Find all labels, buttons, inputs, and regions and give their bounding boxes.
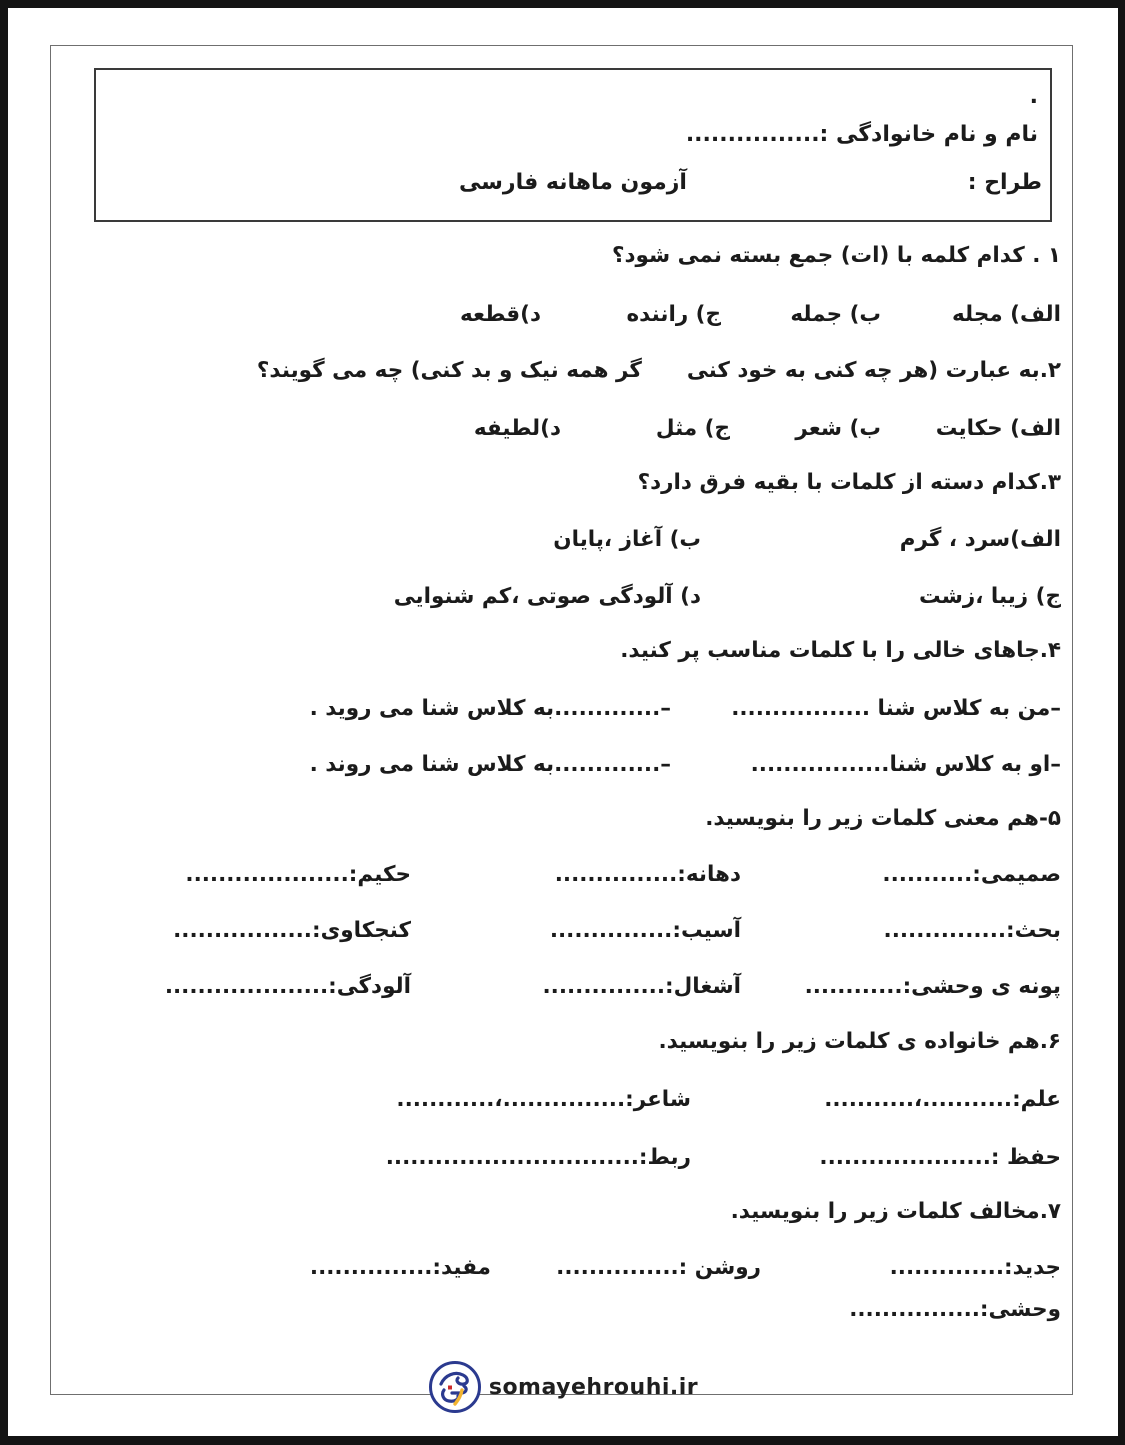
question-6-row-2 [8,1145,1118,1185]
fill-blank-item: حکیم:.................... [185,862,411,887]
question-1-options [8,302,1118,342]
question-7-row-2 [8,1297,1118,1337]
fill-blank-item: حفظ :..................... [819,1145,1061,1170]
question-2-title: ۲.به عبارت (هر چه کنی به خود کنی گر همه نیک و بد کنی) چه می گویند؟ [256,358,1061,383]
option-item: د)قطعه [459,302,541,327]
question-3-options-row-1 [8,527,1118,567]
question-4-title: ۴.جاهای خالی را با کلمات مناسب پر کنید. [620,638,1061,663]
student-name-label: نام و نام خانوادگی :................ [685,122,1038,147]
fill-blank-item: آسیب:............... [549,918,741,943]
fill-blank-item: کنجکاوی:................. [173,918,411,943]
fill-blank-item: دهانه:............... [554,862,741,887]
question-4-row-2 [8,752,1118,792]
question-5-title: ۵-هم معنی کلمات زیر را بنویسید. [705,806,1061,831]
corner-dot: . [1029,84,1038,109]
website-url: somayehrouhi.ir [488,1374,699,1400]
question-6-title: ۶.هم خانواده ی کلمات زیر را بنویسید. [658,1029,1061,1054]
fill-blank-item: –او به کلاس شنا................. [750,752,1061,777]
question-3-title: ۳.کدام دسته از کلمات با بقیه فرق دارد؟ [637,470,1061,495]
question-5-row-1 [8,862,1118,902]
question-3-options-row-2 [8,584,1118,624]
option-item: الف)سرد ، گرم [899,527,1061,552]
footer [8,1359,1118,1415]
fill-blank-item: وحشی:................ [849,1297,1061,1322]
exam-title: آزمون ماهانه فارسی [459,170,687,195]
question-6-row-1 [8,1087,1118,1127]
fill-blank-item: جدید:.............. [889,1255,1061,1280]
worksheet-page [8,8,1118,1436]
fill-blank-item: بحث:............... [883,918,1061,943]
fill-blank-item: پونه ی وحشی:............ [804,974,1061,999]
fill-blank-item: علم:...........،........... [824,1087,1061,1112]
fill-blank-item: شاعر:...............،............ [396,1087,691,1112]
option-item: ج) راننده [626,302,721,327]
header-box [94,68,1052,222]
fill-blank-item: ربط:............................... [385,1145,691,1170]
fill-blank-item: مفید:............... [309,1255,491,1280]
fill-blank-item: –من به کلاس شنا ................. [731,696,1061,721]
option-item: الف) حکایت [935,416,1061,441]
option-item: د)لطیفه [473,416,561,441]
option-item: ج) مثل [655,416,730,441]
designer-label: طراح : [967,170,1042,195]
fill-blank-item: صمیمی:........... [882,862,1061,887]
option-item: ب) شعر [795,416,881,441]
question-4-row-1 [8,696,1118,736]
option-item: الف) مجله [952,302,1061,327]
question-7-row-1 [8,1255,1118,1295]
option-item: ب) جمله [790,302,881,327]
fill-blank-item: روشن :............... [556,1255,761,1280]
question-5-row-2 [8,918,1118,958]
option-item: د) آلودگی صوتی ،کم شنوایی [393,584,701,609]
fill-blank-item: –.............به کلاس شنا می روند . [309,752,671,777]
fill-blank-item: –.............به کلاس شنا می روید . [309,696,671,721]
fill-blank-item: آلودگی:.................... [164,974,411,999]
question-2-options [8,416,1118,456]
option-item: ج) زیبا ،زشت [918,584,1061,609]
option-item: ب) آغاز ،پایان [553,527,701,552]
fill-blank-item: آشغال:............... [542,974,741,999]
question-7-title: ۷.مخالف کلمات زیر را بنویسید. [730,1199,1061,1224]
somayehrouhi-logo-icon [428,1360,482,1414]
question-5-row-3 [8,974,1118,1014]
question-1-title: ۱ . کدام کلمه با (ات) جمع بسته نمی شود؟ [612,243,1061,268]
